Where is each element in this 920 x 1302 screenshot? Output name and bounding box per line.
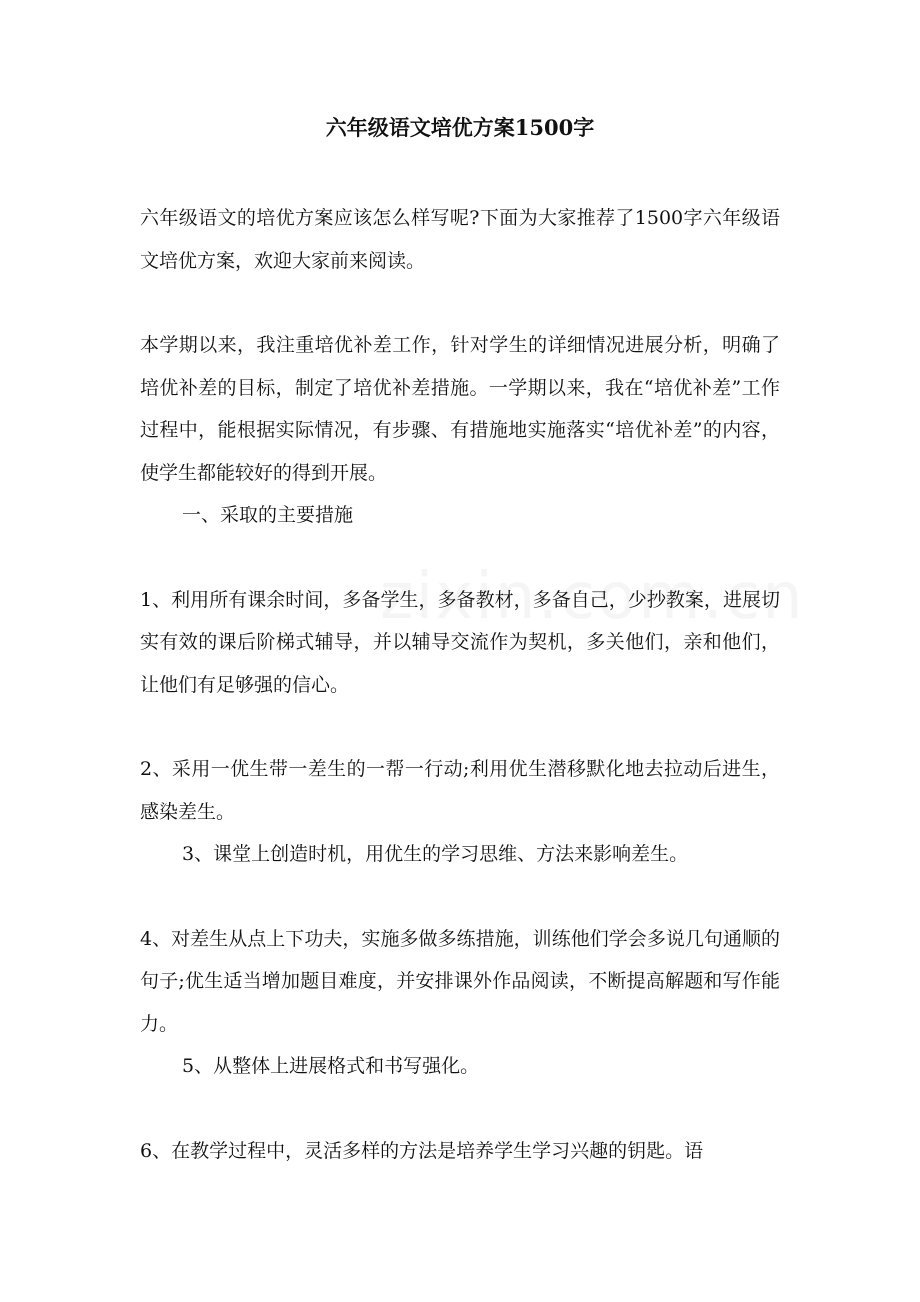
- measure-item-1: 1、利用所有课余时间，多备学生，多备教材，多备自己，少抄教案，进展切实有效的课后阶梯式辅导，并以辅导交流作为契机，多关他们，亲和他们，让他们有足够强的信心。: [140, 588, 780, 696]
- summary-paragraph: 本学期以来，我注重培优补差工作，针对学生的详细情况进展分析，明确了培优补差的目标，制定了培优补差措施。一学期以来，我在“培优补差”工作过程中，能根据实际情况，有步骤、有措施地实施落实“培优补差”的内容，使学生都能较好的得到开展。: [140, 334, 780, 484]
- section-heading: 一、采取的主要措施: [182, 504, 354, 526]
- document-title: 六年级语文培优方案1500字: [325, 115, 595, 140]
- measure-item-6: 6、在教学过程中，灵活多样的方法是培养学生学习兴趣的钥匙。语: [140, 1139, 704, 1162]
- measure-item-3: 3、课堂上创造时机，用优生的学习思维、方法来影响差生。: [182, 843, 689, 865]
- measure-item-4: 4、对差生从点上下功夫，实施多做多练措施，训练他们学会多说几句通顺的句子;优生适当增加题目难度，并安排课外作品阅读，不断提高解题和写作能力。: [140, 927, 780, 1035]
- intro-paragraph: 六年级语文的培优方案应该怎么样写呢?下面为大家推荐了1500字六年级语文培优方案，欢迎大家前来阅读。: [140, 207, 780, 272]
- measure-item-2: 2、采用一优生带一差生的一帮一行动;利用优生潜移默化地去拉动后进生，感染差生。: [140, 758, 780, 823]
- measure-item-5: 5、从整体上进展格式和书写强化。: [182, 1055, 480, 1077]
- document-body: [140, 197, 780, 1172]
